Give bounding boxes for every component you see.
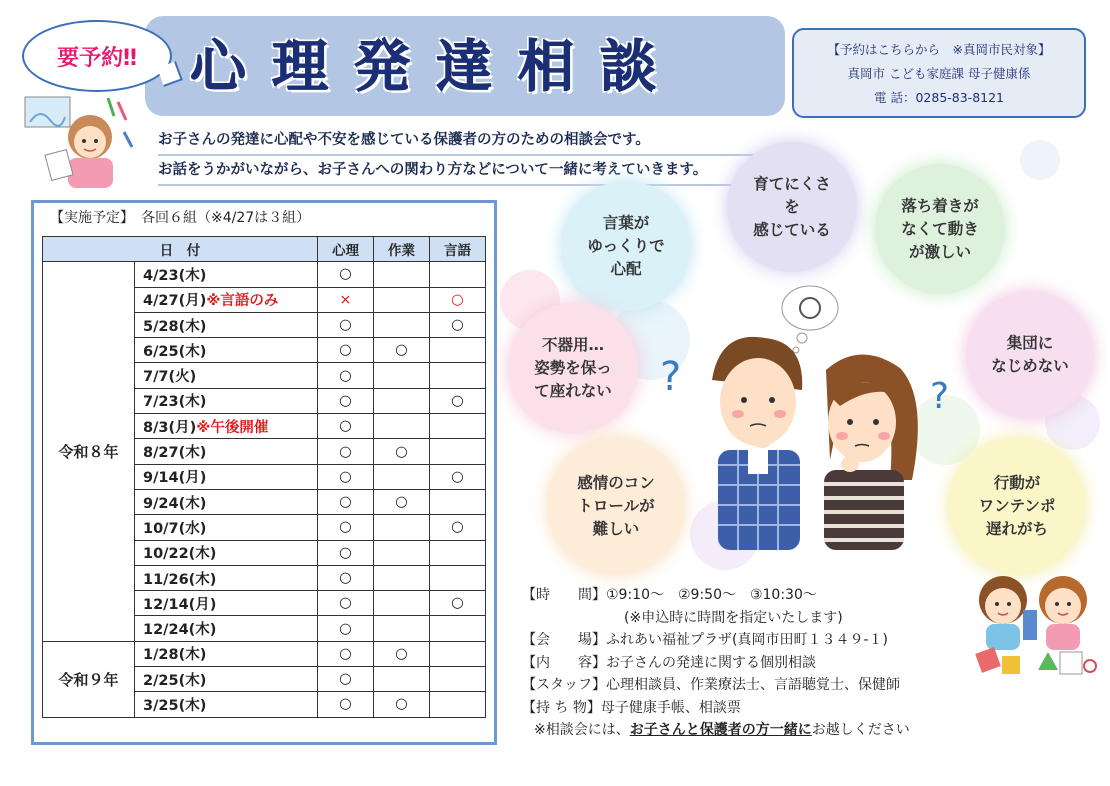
schedule-mark-speech [430, 439, 486, 464]
header-date: 日 付 [43, 237, 318, 262]
child-drawing-illustration [20, 92, 135, 192]
schedule-table [42, 236, 486, 718]
schedule-mark-psych: ○ [318, 363, 374, 388]
schedule-mark-speech: ○ [430, 388, 486, 413]
schedule-mark-psych: ○ [318, 641, 374, 666]
schedule-mark-occup: ○ [374, 692, 430, 717]
reservation-required-badge: 要予約‼ [22, 20, 172, 92]
concern-speech-delay: 言葉が ゆっくりで 心配 [561, 181, 691, 311]
schedule-mark-speech [430, 692, 486, 717]
schedule-mark-psych: ○ [318, 515, 374, 540]
era-label: 令和８年 [43, 262, 135, 641]
schedule-date-text: 7/23(木) [143, 394, 207, 411]
schedule-mark-speech [430, 616, 486, 641]
info-content: 【内 容】お子さんの発達に関する個別相談 [522, 654, 816, 671]
svg-text:?: ? [930, 376, 950, 417]
schedule-mark-occup [374, 464, 430, 489]
decor-bubble [1020, 140, 1060, 180]
schedule-date-text: 12/24(木) [143, 622, 217, 639]
schedule-date-text: 1/28(木) [143, 647, 207, 664]
schedule-mark-psych: ○ [318, 414, 374, 439]
schedule-date-text: 4/23(木) [143, 267, 207, 284]
schedule-mark-speech [430, 641, 486, 666]
contact-line-1: 【予約はこちらから ※真岡市民対象】 [827, 42, 1051, 57]
schedule-mark-speech: ○ [430, 591, 486, 616]
schedule-mark-psych: ○ [318, 565, 374, 590]
schedule-mark-speech [430, 565, 486, 590]
schedule-mark-speech [430, 338, 486, 363]
schedule-date-text: 10/22(木) [143, 546, 217, 563]
schedule-date-text: 9/24(木) [143, 495, 207, 512]
schedule-mark-speech: ○ [430, 515, 486, 540]
schedule-mark-occup [374, 388, 430, 413]
svg-text:?: ? [660, 354, 682, 400]
schedule-date [135, 464, 318, 489]
worried-parents-illustration [660, 290, 950, 550]
schedule-date [135, 515, 318, 540]
schedule-mark-speech: ○ [430, 464, 486, 489]
concern-hyperactive: 落ち着きが なくて動き が激しい [875, 164, 1005, 294]
schedule-mark-psych: × [318, 287, 374, 312]
children-playing-illustration [968, 570, 1098, 682]
concern-group: 集団に なじめない [966, 291, 1094, 419]
schedule-mark-psych: ○ [318, 591, 374, 616]
schedule-date-text: 6/25(木) [143, 343, 207, 360]
schedule-row [43, 262, 486, 287]
header-occup: 作業 [374, 237, 430, 262]
info-time-note: (※申込時に時間を指定いたします) [624, 609, 843, 626]
schedule-date [135, 667, 318, 692]
era-label: 令和９年 [43, 641, 135, 717]
schedule-date [135, 540, 318, 565]
schedule-mark-psych: ○ [318, 489, 374, 514]
schedule-mark-speech [430, 262, 486, 287]
schedule-date [135, 489, 318, 514]
header-psych: 心理 [318, 237, 374, 262]
schedule-date [135, 591, 318, 616]
schedule-date [135, 616, 318, 641]
schedule-date [135, 439, 318, 464]
schedule-date-text: 8/27(木) [143, 445, 207, 462]
schedule-mark-psych: ○ [318, 540, 374, 565]
contact-line-2: 真岡市 こども家庭課 母子健康係 [847, 66, 1031, 81]
info-time: 【時 間】①9:10～ ②9:50～ ③10:30～ [522, 587, 817, 603]
schedule-mark-occup [374, 312, 430, 337]
schedule-mark-psych: ○ [318, 464, 374, 489]
info-notice-emphasis: お子さんと保護者の方一緒に [629, 722, 812, 738]
schedule-date-text: 8/3(月) [143, 419, 197, 436]
schedule-date [135, 363, 318, 388]
schedule-mark-occup [374, 515, 430, 540]
schedule-date [135, 312, 318, 337]
info-items: 【持 ち 物】母子健康手帳、相談票 [522, 699, 741, 716]
schedule-date-text: 3/25(木) [143, 697, 207, 714]
schedule-mark-psych: ○ [318, 388, 374, 413]
schedule-mark-occup [374, 363, 430, 388]
event-info [522, 584, 992, 742]
info-staff: 【スタッフ】心理相談員、作業療法士、言語聴覚士、保健師 [522, 677, 900, 693]
schedule-mark-occup [374, 540, 430, 565]
schedule-mark-psych: ○ [318, 692, 374, 717]
schedule-mark-occup: ○ [374, 641, 430, 666]
schedule-date-text: 9/14(月) [143, 470, 207, 487]
schedule-mark-speech [430, 540, 486, 565]
info-venue: 【会 場】ふれあい福祉プラザ(真岡市田町１３４９-１) [522, 632, 888, 648]
schedule-date-text: 2/25(木) [143, 672, 207, 689]
schedule-date [135, 692, 318, 717]
schedule-mark-psych: ○ [318, 667, 374, 692]
schedule-date-text: 10/7(水) [143, 520, 207, 537]
info-notice: ※相談会には、お子さんと保護者の方一緒にお越しください [534, 722, 910, 738]
schedule-date-note: ※午後開催 [196, 419, 269, 436]
schedule-date [135, 262, 318, 287]
schedule-mark-psych: ○ [318, 439, 374, 464]
schedule-mark-speech [430, 363, 486, 388]
schedule-date-text: 7/7(火) [143, 369, 197, 386]
schedule-mark-occup: ○ [374, 489, 430, 514]
schedule-mark-occup [374, 591, 430, 616]
schedule-mark-occup: ○ [374, 439, 430, 464]
contact-phone: 電 話：0285-83-8121 [873, 90, 1005, 105]
schedule-date-note: ※言語のみ [206, 293, 279, 310]
concern-emotion-control: 感情のコン トロールが 難しい [548, 438, 684, 574]
schedule-mark-speech: ○ [430, 312, 486, 337]
schedule-mark-psych: ○ [318, 616, 374, 641]
schedule-mark-occup [374, 616, 430, 641]
contact-box [792, 28, 1086, 118]
schedule-caption: 【実施予定】 各回６組（※4/27は３組） [50, 210, 311, 226]
schedule-date-text: 4/27(月) [143, 293, 207, 310]
schedule-mark-speech [430, 414, 486, 439]
table-header-row [43, 237, 486, 262]
schedule-mark-speech: ○ [430, 287, 486, 312]
page-title: 心理発達相談 [190, 35, 682, 100]
schedule-date [135, 565, 318, 590]
schedule-mark-occup [374, 262, 430, 287]
schedule-mark-occup [374, 414, 430, 439]
schedule-mark-occup [374, 287, 430, 312]
schedule-mark-speech [430, 667, 486, 692]
intro-line-2: お話をうかがいながら、お子さんへの関わり方などについて一緒に考えていきます。 [158, 156, 758, 186]
schedule-date [135, 641, 318, 666]
schedule-mark-occup [374, 667, 430, 692]
schedule-mark-occup: ○ [374, 338, 430, 363]
schedule-mark-psych: ○ [318, 262, 374, 287]
concern-slow-action: 行動が ワンテンポ 遅れがち [949, 438, 1085, 574]
schedule-date [135, 388, 318, 413]
intro-text [158, 126, 758, 186]
schedule-date-text: 12/14(月) [143, 596, 217, 613]
schedule-mark-psych: ○ [318, 312, 374, 337]
schedule-date [135, 414, 318, 439]
schedule-date-text: 11/26(木) [143, 571, 217, 588]
schedule-date [135, 287, 318, 312]
schedule-mark-occup [374, 565, 430, 590]
header-speech: 言語 [430, 237, 486, 262]
concern-clumsy: 不器用… 姿勢を保っ て座れない [508, 303, 638, 433]
schedule-date-text: 5/28(木) [143, 318, 207, 335]
concern-hard-to-raise: 育てにくさ を 感じている [727, 142, 857, 272]
schedule-mark-speech [430, 489, 486, 514]
schedule-mark-psych: ○ [318, 338, 374, 363]
schedule-row [43, 641, 486, 666]
schedule-date [135, 338, 318, 363]
intro-line-1: お子さんの発達に心配や不安を感じている保護者の方のための相談会です。 [158, 126, 758, 156]
